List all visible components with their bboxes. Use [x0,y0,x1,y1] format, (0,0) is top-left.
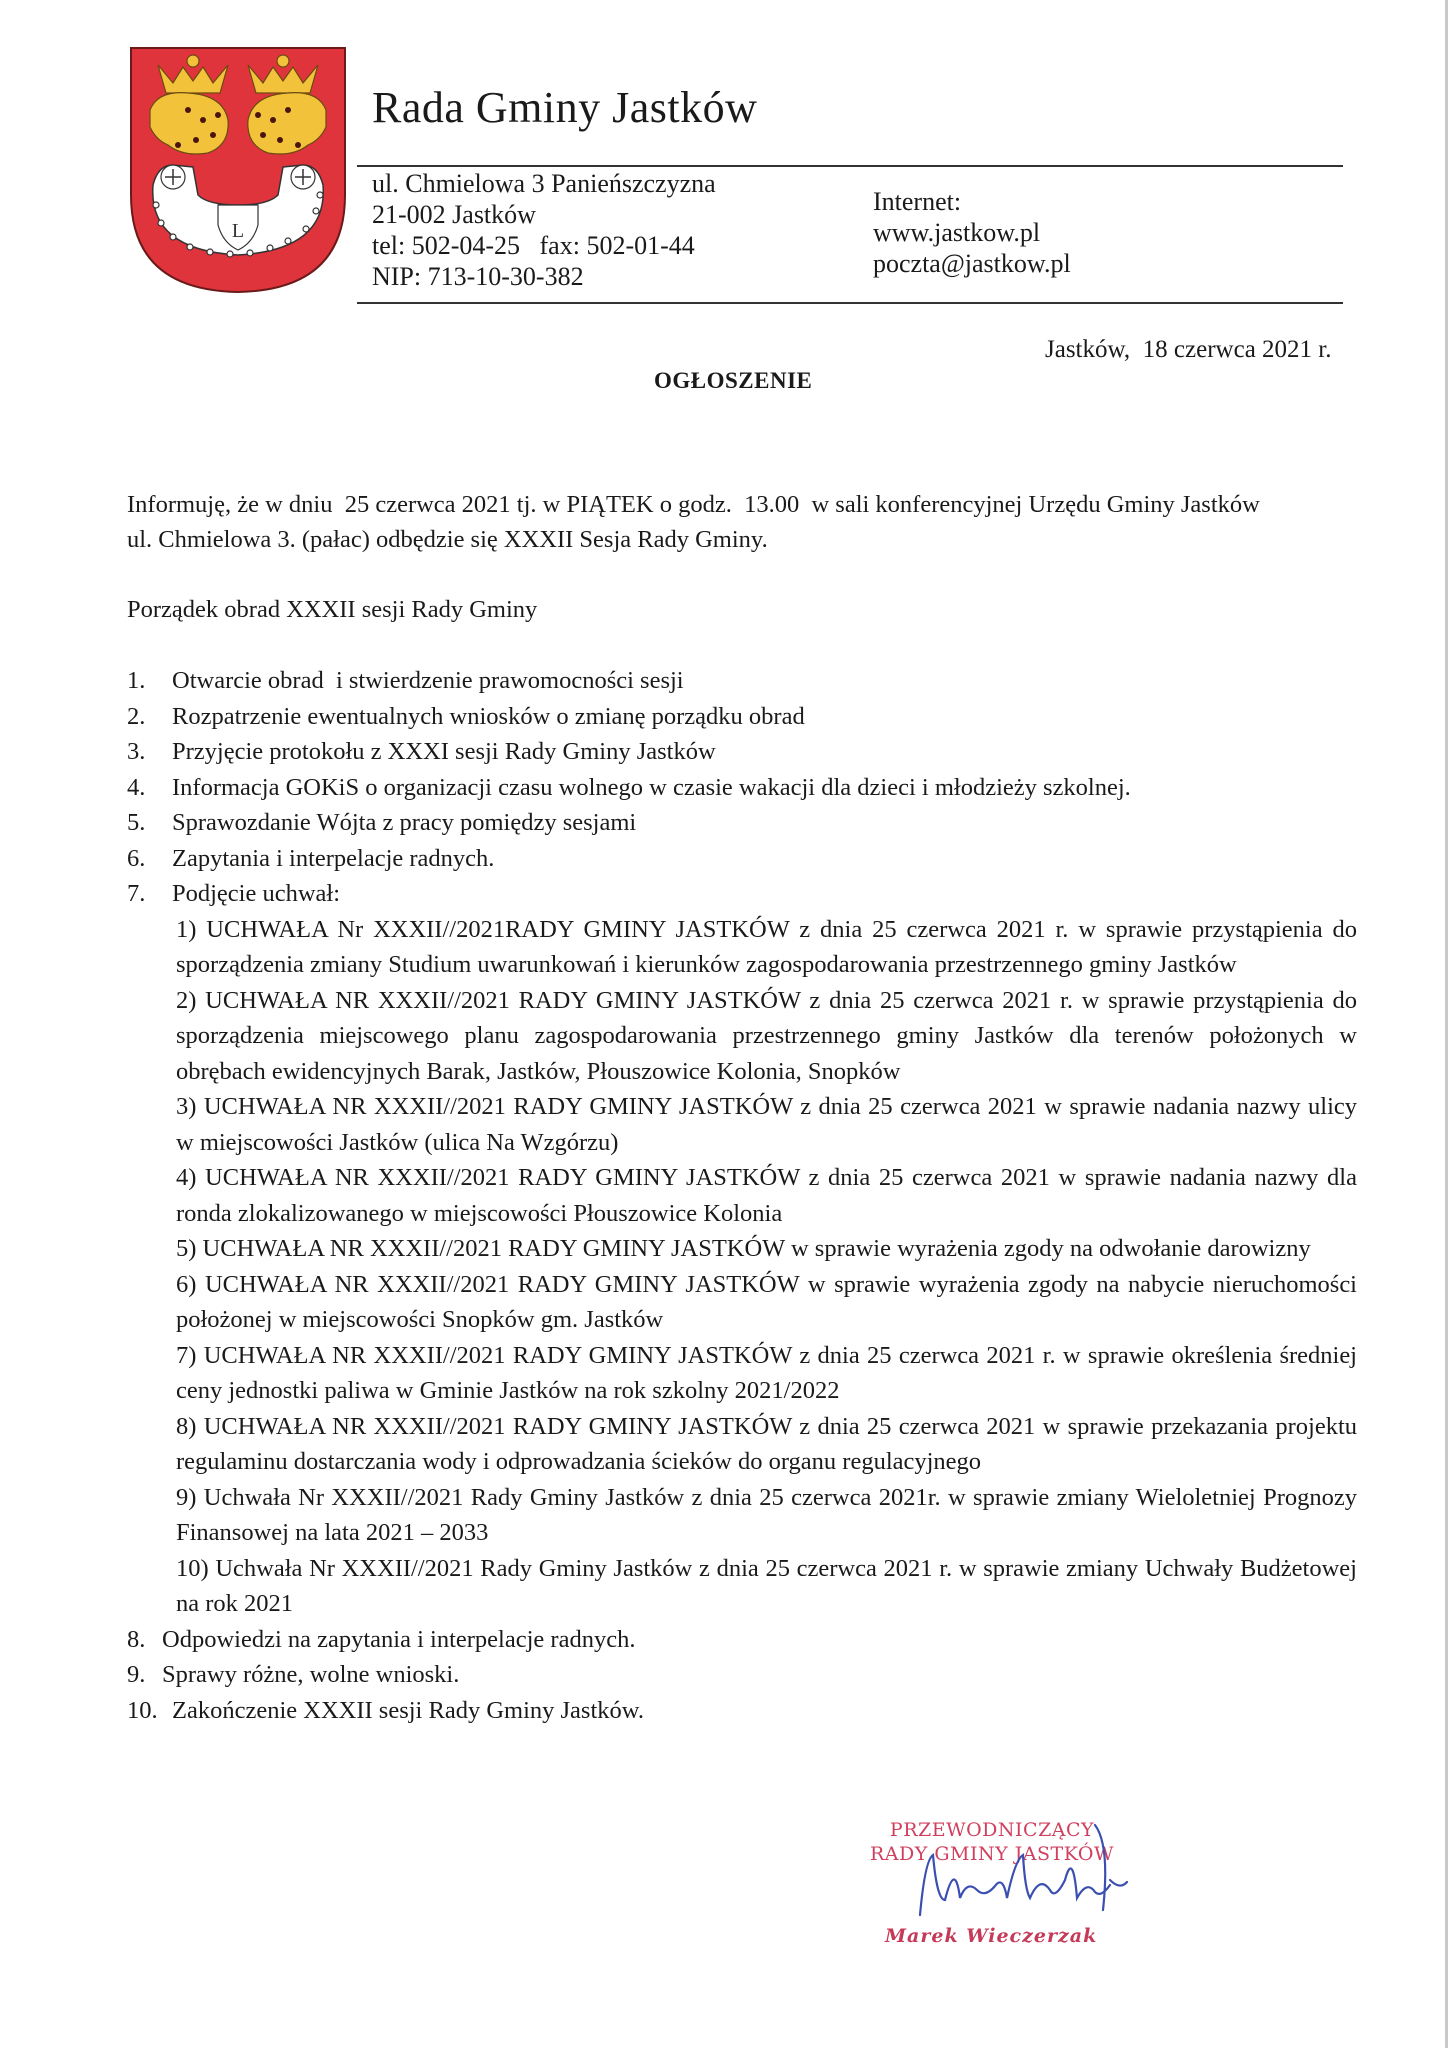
agenda-item [127,1622,1357,1658]
agenda-item [127,805,1357,841]
agenda-text: Podjęcie uchwał: [172,880,341,907]
coat-of-arms-icon [128,45,348,295]
agenda-item [127,876,1357,912]
document-date: Jastków, 18 czerwca 2021 r. [1045,336,1332,363]
resolution-item: 9) Uchwała Nr XXXII//2021 Rady Gminy Jastków z dnia 25 czerwca 2021r. w sprawie zmiany Wieloletniej Prognozy Finansowej na lata 2021 – 2033 [176,1483,1357,1546]
address-phone: tel: 502-04-25 fax: 502-01-44 [372,231,695,260]
agenda-text: Sprawy różne, wolne wnioski. [162,1661,460,1688]
resolution-item: 1) UCHWAŁA Nr XXXII//2021RADY GMINY JASTKÓW z dnia 25 czerwca 2021 r. w sprawie przystąpienia do sporządzenia zmiany Studium uwarunkowań i kierunków zagospodarowania przestrzennego gminy Jastków [176,915,1357,978]
intro-paragraph [127,487,1357,557]
agenda-number: 4. [127,773,146,801]
agenda-number: 10. [127,1696,158,1724]
agenda-number: 5. [127,809,146,836]
agenda-number: 1. [127,667,146,694]
intro-line: ul. Chmielowa 3. (pałac) odbędzie się XXXII Sesja Rady Gminy. [127,526,768,553]
agenda-item [127,699,1357,735]
agenda-item [127,841,1357,877]
contact-internet [873,186,1071,279]
agenda-number: 9. [127,1661,146,1688]
resolution-item: 6) UCHWAŁA NR XXXII//2021 RADY GMINY JASTKÓW w sprawie wyrażenia zgody na nabycie nieruchomości położonej w miejscowości Snopków gm. Jastków [176,1270,1357,1333]
resolution-item: 5) UCHWAŁA NR XXXII//2021 RADY GMINY JASTKÓW w sprawie wyrażenia zgody na odwołanie darowizny [176,1235,1311,1262]
signature-icon [905,1820,1145,1935]
contact-address [372,168,716,292]
agenda-text: Informacja GOKiS o organizacji czasu wolnego w czasie wakacji dla dzieci i młodzieży szkolnej. [172,773,1131,801]
agenda-number: 7. [127,880,146,907]
agenda-text: Przyjęcie protokołu z XXXI sesji Rady Gminy Jastków [172,738,716,765]
resolution-item: 3) UCHWAŁA NR XXXII//2021 RADY GMINY JASTKÓW z dnia 25 czerwca 2021 w sprawie nadania nazwy ulicy w miejscowości Jastków (ulica Na Wzgórzu) [176,1093,1357,1156]
resolution-item: 4) UCHWAŁA NR XXXII//2021 RADY GMINY JASTKÓW z dnia 25 czerwca 2021 w sprawie nadania nazwy dla ronda zlokalizowanego w miejscowości Płouszowice Kolonia [176,1164,1357,1227]
agenda-text: Rozpatrzenie ewentualnych wniosków o zmianę porządku obrad [172,702,805,730]
svg-text:L: L [231,220,245,242]
internet-label: Internet: [873,187,962,216]
resolution-item: 7) UCHWAŁA NR XXXII//2021 RADY GMINY JASTKÓW z dnia 25 czerwca 2021 r. w sprawie określenia średniej ceny jednostki paliwa w Gminie Jastków na rok szkolny 2021/2022 [176,1341,1357,1404]
agenda-list [127,663,1357,1728]
header-top-rule [357,165,1343,167]
agenda-item [127,1693,1357,1729]
resolution-item: 10) Uchwała Nr XXXII//2021 Rady Gminy Jastków z dnia 25 czerwca 2021 r. w sprawie zmiany Uchwały Budżetowej na rok 2021 [176,1554,1357,1617]
agenda-text: Odpowiedzi na zapytania i interpelacje radnych. [162,1625,636,1653]
agenda-item [127,734,1357,770]
agenda-item [127,663,1357,699]
address-postal: 21-002 Jastków [372,200,536,229]
agenda-text: Zapytania i interpelacje radnych. [172,844,495,872]
agenda-title: Porządek obrad XXXII sesji Rady Gminy [127,596,538,623]
resolution-item: 2) UCHWAŁA NR XXXII//2021 RADY GMINY JASTKÓW z dnia 25 czerwca 2021 r. w sprawie przystąpienia do sporządzenia miejscowego planu zagospodarowania przestrzennego gminy Jastków dla terenów położonych w obrębach ewidencyjnych Barak, Jastków, Płouszowice Kolonia, Snopków [176,986,1357,1085]
agenda-number: 2. [127,702,146,730]
agenda-number: 3. [127,738,146,765]
email-link[interactable]: poczta@jastkow.pl [873,249,1071,278]
intro-line: Informuję, że w dniu 25 czerwca 2021 tj. w PIĄTEK o godz. 13.00 w sali konferencyjnej Urzędu Gminy Jastków [127,491,1260,518]
resolution-item: 8) UCHWAŁA NR XXXII//2021 RADY GMINY JASTKÓW z dnia 25 czerwca 2021 w sprawie przekazania projektu regulaminu dostarczania wody i odprowadzania ścieków do organu regulacyjnego [176,1412,1357,1475]
chairman-name: Marek Wieczerzak [885,1925,1098,1947]
agenda-number: 6. [127,844,146,872]
stamp-line-council: RADY GMINY JASTKÓW [869,1843,1114,1865]
agenda-number: 8. [127,1625,146,1653]
document-heading: OGŁOSZENIE [654,368,813,393]
header-bottom-rule [357,302,1343,304]
stamp-line-title: PRZEWODNICZĄCY [889,1819,1095,1841]
agenda-item [127,1657,1357,1693]
agenda-text: Zakończenie XXXII sesji Rady Gminy Jastków. [172,1696,644,1724]
address-street: ul. Chmielowa 3 Panieńszczyzna [372,169,716,198]
agenda-text: Otwarcie obrad i stwierdzenie prawomocności sesji [172,667,684,694]
website-link[interactable]: www.jastkow.pl [873,218,1041,247]
address-nip: NIP: 713-10-30-382 [372,262,584,291]
agenda-item [127,770,1357,806]
agenda-text: Sprawozdanie Wójta z pracy pomiędzy sesjami [172,809,637,836]
council-title: Rada Gminy Jastków [372,83,758,132]
